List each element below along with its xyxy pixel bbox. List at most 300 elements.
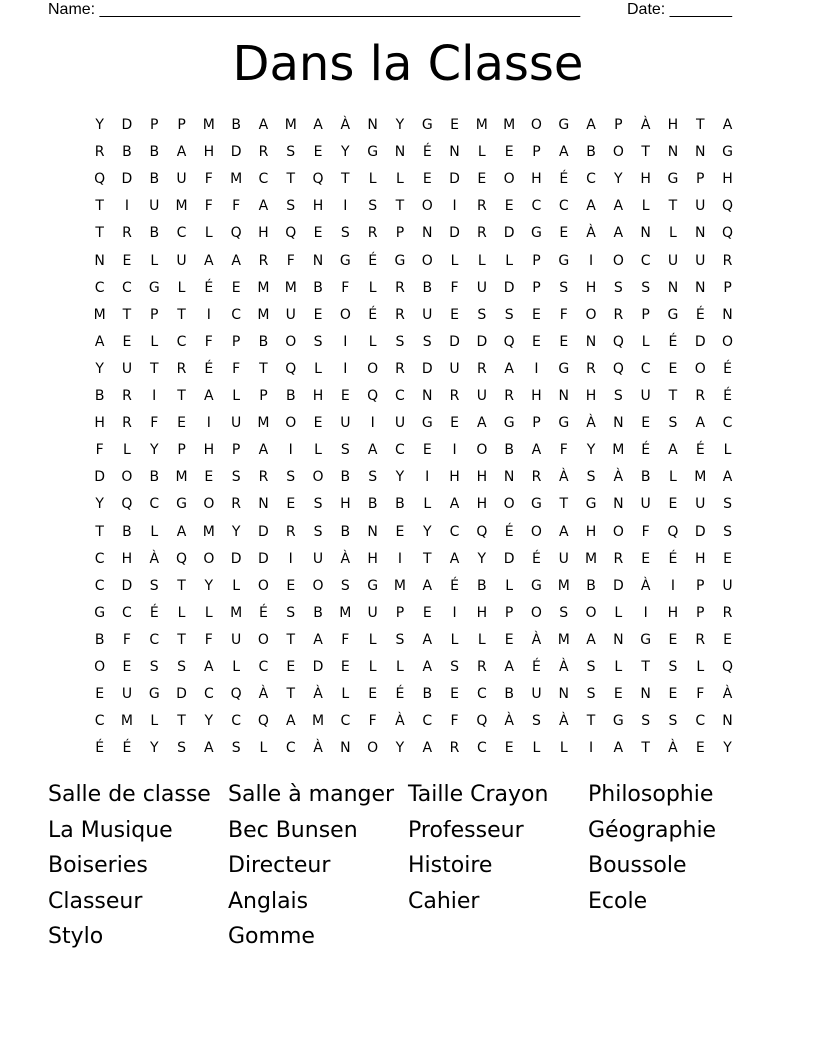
grid-letter: B: [94, 388, 105, 404]
grid-letter: O: [312, 469, 324, 486]
grid-letter: O: [612, 144, 624, 161]
grid-letter: F: [204, 198, 213, 215]
grid-letter: Q: [230, 225, 242, 242]
grid-letter: É: [559, 171, 569, 188]
grid-letter: C: [340, 713, 351, 730]
grid-letter: T: [668, 388, 678, 404]
grid-letter: À: [395, 713, 405, 730]
grid-letter: R: [476, 198, 487, 215]
grid-letter: L: [532, 740, 541, 757]
grid-letter: E: [641, 415, 651, 432]
grid-letter: À: [640, 117, 651, 133]
grid-letter: À: [586, 225, 596, 242]
grid-letter: I: [452, 198, 457, 215]
grid-letter: N: [449, 144, 460, 161]
grid-letter: P: [504, 604, 514, 621]
grid-letter: S: [395, 631, 405, 648]
grid-letter: S: [477, 306, 487, 323]
grid-letter: U: [640, 496, 651, 513]
grid-letter: S: [532, 713, 541, 730]
grid-letter: A: [176, 144, 187, 161]
grid-letter: D: [449, 225, 460, 242]
grid-letter: L: [232, 659, 241, 675]
grid-letter: T: [695, 117, 705, 133]
grid-letter: G: [421, 415, 433, 432]
grid-letter: U: [722, 577, 733, 594]
grid-letter: D: [121, 117, 133, 133]
grid-letter: É: [368, 306, 378, 323]
word-list-item: Gomme: [228, 924, 315, 949]
grid-letter: B: [504, 442, 514, 459]
grid-letter: O: [257, 631, 269, 648]
grid-letter: É: [504, 523, 514, 540]
grid-letter: F: [341, 631, 350, 648]
grid-letter: D: [121, 577, 133, 594]
grid-letter: G: [531, 225, 542, 242]
grid-letter: H: [476, 496, 488, 513]
grid-letter: C: [122, 279, 132, 296]
grid-letter: Q: [285, 360, 297, 377]
word-list-item: Philosophie: [588, 782, 714, 807]
grid-letter: O: [530, 523, 542, 540]
grid-letter: R: [285, 523, 296, 540]
grid-letter: À: [722, 686, 733, 703]
grid-letter: À: [504, 713, 514, 730]
grid-letter: H: [585, 523, 597, 540]
grid-letter: A: [613, 225, 624, 242]
grid-letter: R: [367, 225, 378, 242]
grid-letter: E: [641, 550, 651, 567]
grid-letter: E: [313, 144, 323, 161]
grid-letter: T: [177, 713, 186, 730]
grid-letter: I: [152, 388, 157, 404]
grid-letter: Y: [395, 117, 405, 133]
grid-letter: C: [285, 740, 296, 757]
grid-letter: M: [557, 577, 570, 594]
grid-letter: U: [695, 252, 706, 269]
header: [48, 0, 748, 20]
grid-letter: S: [450, 659, 459, 675]
grid-letter: G: [558, 252, 570, 269]
grid-letter: U: [476, 388, 487, 404]
grid-letter: C: [203, 686, 214, 703]
grid-letter: A: [586, 117, 596, 133]
grid-letter: Y: [395, 469, 405, 486]
grid-letter: R: [531, 469, 542, 486]
grid-letter: B: [395, 496, 405, 513]
grid-letter: H: [667, 117, 679, 133]
grid-letter: G: [612, 713, 624, 730]
word-list-item: Directeur: [228, 853, 331, 878]
grid-letter: T: [586, 713, 596, 730]
grid-letter: G: [640, 631, 652, 648]
grid-letter: D: [449, 333, 460, 350]
grid-letter: A: [258, 117, 269, 133]
grid-letter: R: [258, 252, 269, 269]
grid-letter: R: [586, 360, 596, 377]
grid-letter: U: [394, 415, 406, 432]
word-list-item: Histoire: [408, 853, 493, 878]
grid-letter: H: [476, 604, 488, 621]
grid-letter: Q: [722, 198, 734, 215]
grid-letter: R: [722, 252, 733, 269]
word-list-item: Ecole: [588, 888, 648, 914]
grid-letter: I: [288, 550, 293, 567]
grid-letter: B: [640, 469, 651, 486]
grid-letter: L: [396, 171, 404, 188]
grid-letter: N: [94, 252, 105, 269]
grid-letter: E: [504, 740, 514, 757]
grid-letter: D: [258, 523, 269, 540]
grid-letter: I: [124, 198, 130, 215]
grid-letter: A: [613, 198, 624, 215]
grid-letter: Y: [723, 740, 732, 757]
grid-letter: M: [284, 279, 297, 296]
grid-letter: L: [450, 631, 459, 648]
grid-letter: D: [230, 144, 242, 161]
grid-letter: A: [422, 577, 433, 594]
grid-letter: H: [640, 171, 651, 188]
grid-letter: D: [694, 333, 706, 350]
grid-letter: N: [613, 631, 624, 648]
grid-letter: L: [477, 631, 486, 648]
grid-letter: C: [586, 171, 596, 188]
grid-letter: B: [149, 144, 160, 161]
grid-letter: B: [122, 144, 132, 161]
grid-letter: A: [449, 550, 460, 567]
grid-letter: P: [641, 306, 650, 323]
grid-letter: Q: [612, 360, 624, 377]
grid-letter: H: [203, 442, 215, 459]
grid-letter: C: [531, 198, 542, 215]
grid-letter: P: [150, 117, 159, 133]
grid-letter: L: [177, 604, 186, 621]
grid-letter: P: [259, 388, 268, 404]
grid-letter: E: [122, 333, 132, 350]
grid-letter: I: [206, 306, 211, 323]
grid-letter: R: [449, 388, 460, 404]
grid-letter: E: [559, 225, 569, 242]
grid-letter: G: [176, 496, 187, 513]
grid-letter: B: [149, 469, 160, 486]
grid-letter: E: [95, 686, 105, 703]
word-list-item: Boussole: [588, 853, 687, 878]
grid-letter: A: [231, 252, 241, 269]
grid-letter: G: [148, 686, 160, 703]
grid-letter: Q: [121, 496, 133, 513]
grid-letter: D: [94, 469, 106, 486]
grid-letter: C: [258, 659, 269, 675]
grid-letter: D: [503, 279, 515, 296]
grid-letter: P: [723, 279, 732, 296]
grid-letter: M: [257, 279, 270, 296]
grid-letter: C: [149, 631, 160, 648]
grid-letter: C: [94, 577, 105, 594]
grid-letter: E: [204, 469, 214, 486]
grid-letter: S: [286, 144, 296, 161]
grid-letter: U: [695, 198, 706, 215]
grid-letter: G: [667, 306, 679, 323]
grid-letter: Q: [503, 333, 515, 350]
grid-letter: E: [668, 496, 678, 513]
grid-letter: H: [367, 550, 378, 567]
grid-letter: D: [176, 686, 187, 703]
grid-letter: O: [421, 198, 433, 215]
grid-letter: U: [285, 306, 296, 323]
grid-letter: I: [588, 740, 594, 757]
grid-letter: O: [312, 577, 324, 594]
grid-letter: S: [313, 496, 323, 513]
grid-letter: Y: [586, 442, 596, 459]
grid-letter: R: [722, 604, 733, 621]
grid-letter: Q: [285, 225, 297, 242]
grid-letter: T: [641, 144, 650, 161]
grid-letter: F: [232, 360, 241, 377]
grid-letter: É: [723, 388, 732, 404]
grid-letter: M: [584, 550, 598, 567]
grid-letter: L: [614, 604, 623, 621]
grid-letter: R: [695, 388, 706, 404]
grid-letter: L: [204, 604, 213, 621]
grid-letter: B: [422, 279, 433, 296]
grid-letter: E: [532, 333, 541, 350]
grid-letter: U: [695, 496, 706, 513]
grid-letter: A: [285, 713, 296, 730]
grid-letter: P: [532, 415, 541, 432]
grid-letter: É: [450, 577, 459, 594]
grid-letter: A: [558, 523, 569, 540]
grid-letter: É: [204, 360, 214, 377]
grid-letter: G: [421, 117, 433, 133]
grid-letter: T: [177, 306, 186, 323]
grid-letter: T: [177, 577, 186, 594]
grid-letter: D: [503, 550, 515, 567]
grid-letter: Y: [341, 144, 350, 161]
grid-letter: D: [121, 171, 133, 188]
grid-letter: M: [557, 631, 570, 648]
grid-letter: E: [231, 279, 241, 296]
grid-letter: A: [586, 198, 596, 215]
grid-letter: I: [452, 604, 457, 621]
grid-letter: F: [122, 631, 131, 648]
grid-letter: E: [177, 415, 186, 432]
grid-letter: G: [339, 252, 351, 269]
grid-letter: A: [722, 469, 733, 486]
grid-letter: I: [397, 550, 403, 567]
grid-letter: D: [612, 577, 624, 594]
grid-letter: R: [258, 469, 269, 486]
grid-letter: H: [531, 388, 542, 404]
grid-letter: Y: [149, 740, 159, 757]
grid-letter: U: [121, 360, 133, 377]
grid-letter: T: [149, 360, 159, 377]
grid-letter: F: [150, 415, 159, 432]
grid-letter: I: [670, 577, 676, 594]
grid-letter: L: [150, 252, 159, 269]
grid-letter: M: [120, 713, 133, 730]
grid-letter: E: [613, 686, 623, 703]
grid-letter: R: [122, 388, 132, 404]
grid-letter: Y: [95, 117, 104, 133]
grid-letter: O: [530, 604, 542, 621]
grid-letter: F: [450, 279, 459, 296]
grid-letter: À: [586, 415, 596, 432]
grid-letter: S: [177, 740, 186, 757]
grid-letter: E: [286, 496, 296, 513]
grid-letter: I: [343, 198, 348, 215]
grid-letter: A: [722, 117, 733, 133]
grid-letter: Q: [257, 713, 269, 730]
grid-letter: I: [343, 333, 348, 350]
grid-letter: M: [694, 469, 707, 486]
word-list-item: Stylo: [48, 924, 104, 949]
grid-letter: G: [531, 496, 542, 513]
grid-letter: É: [149, 604, 159, 621]
grid-letter: Q: [230, 686, 242, 703]
grid-letter: É: [695, 442, 705, 459]
grid-letter: H: [312, 198, 324, 215]
grid-letter: H: [449, 469, 460, 486]
grid-letter: N: [394, 144, 406, 161]
grid-letter: C: [476, 740, 487, 757]
grid-letter: E: [695, 740, 705, 757]
grid-letter: D: [312, 659, 324, 675]
grid-letter: É: [259, 604, 268, 621]
grid-letter: L: [641, 333, 650, 350]
grid-letter: U: [640, 388, 651, 404]
grid-letter: Y: [95, 496, 104, 513]
grid-letter: L: [450, 252, 459, 269]
grid-letter: À: [340, 117, 351, 133]
grid-letter: T: [259, 360, 268, 377]
grid-letter: D: [503, 225, 515, 242]
grid-letter: O: [257, 577, 269, 594]
grid-letter: H: [585, 279, 597, 296]
grid-letter: R: [613, 306, 624, 323]
grid-letter: Q: [722, 659, 734, 675]
grid-letter: A: [477, 415, 487, 432]
grid-letter: L: [641, 198, 650, 215]
grid-letter: R: [449, 740, 460, 757]
grid-letter: Q: [612, 333, 624, 350]
grid-letter: I: [452, 442, 457, 459]
grid-letter: C: [722, 415, 733, 432]
grid-letter: T: [95, 225, 104, 242]
grid-letter: B: [313, 279, 323, 296]
grid-letter: E: [122, 252, 132, 269]
grid-letter: B: [504, 686, 514, 703]
grid-letter: R: [613, 550, 624, 567]
grid-letter: H: [722, 171, 733, 188]
grid-letter: E: [504, 631, 514, 648]
grid-letter: O: [476, 442, 488, 459]
grid-letter: F: [450, 713, 459, 730]
grid-letter: U: [422, 306, 433, 323]
grid-letter: Q: [94, 171, 106, 188]
grid-letter: P: [150, 306, 159, 323]
grid-letter: M: [175, 469, 188, 486]
grid-letter: T: [122, 306, 132, 323]
grid-letter: L: [314, 360, 322, 377]
grid-letter: E: [313, 306, 323, 323]
grid-letter: N: [695, 144, 706, 161]
grid-letter: I: [534, 360, 539, 377]
grid-letter: O: [203, 496, 215, 513]
grid-letter: A: [504, 360, 514, 377]
grid-letter: F: [641, 523, 650, 540]
grid-letter: D: [449, 171, 460, 188]
grid-letter: M: [202, 523, 215, 540]
grid-letter: S: [313, 333, 323, 350]
grid-letter: S: [286, 198, 296, 215]
grid-letter: M: [257, 415, 270, 432]
word-list-item: Classeur: [48, 888, 143, 914]
grid-letter: É: [532, 550, 541, 567]
grid-letter: O: [694, 360, 706, 377]
grid-letter: O: [339, 306, 351, 323]
grid-letter: M: [284, 117, 297, 133]
grid-letter: É: [532, 659, 541, 675]
grid-letter: L: [396, 659, 404, 675]
grid-letter: N: [640, 225, 651, 242]
grid-letter: B: [340, 523, 351, 540]
grid-letter: E: [723, 550, 732, 567]
grid-letter: E: [422, 171, 432, 188]
grid-letter: I: [370, 415, 375, 432]
grid-letter: B: [477, 577, 487, 594]
grid-letter: B: [422, 686, 433, 703]
grid-letter: G: [558, 360, 570, 377]
grid-letter: Q: [476, 523, 488, 540]
grid-letter: F: [232, 198, 241, 215]
grid-letter: Q: [722, 225, 734, 242]
grid-letter: S: [723, 496, 732, 513]
grid-letter: É: [95, 740, 105, 757]
grid-letter: O: [503, 496, 515, 513]
grid-letter: F: [696, 686, 705, 703]
grid-letter: P: [177, 117, 186, 133]
grid-letter: N: [667, 279, 679, 296]
grid-letter: Q: [367, 388, 379, 404]
grid-letter: M: [475, 117, 488, 133]
grid-letter: S: [368, 198, 378, 215]
grid-letter: S: [641, 279, 651, 296]
grid-letter: S: [613, 279, 623, 296]
grid-letter: À: [531, 631, 542, 648]
grid-letter: O: [285, 415, 297, 432]
grid-letter: T: [668, 198, 678, 215]
grid-letter: B: [313, 604, 323, 621]
grid-letter: L: [559, 740, 568, 757]
grid-letter: A: [176, 523, 187, 540]
grid-letter: N: [695, 279, 706, 296]
grid-letter: S: [340, 577, 350, 594]
grid-letter: Q: [176, 550, 188, 567]
name-field-label: Name: ______________________________________________________: [48, 1, 581, 18]
grid-letter: R: [395, 360, 405, 377]
grid-letter: E: [477, 171, 487, 188]
grid-letter: C: [640, 360, 651, 377]
grid-letter: T: [286, 631, 296, 648]
grid-letter: E: [723, 631, 732, 648]
grid-letter: B: [149, 225, 160, 242]
grid-letter: B: [285, 388, 296, 404]
grid-letter: C: [231, 306, 242, 323]
grid-letter: O: [367, 740, 379, 757]
grid-letter: S: [149, 659, 159, 675]
grid-letter: G: [558, 117, 570, 133]
word-list-item: Géographie: [588, 817, 717, 843]
